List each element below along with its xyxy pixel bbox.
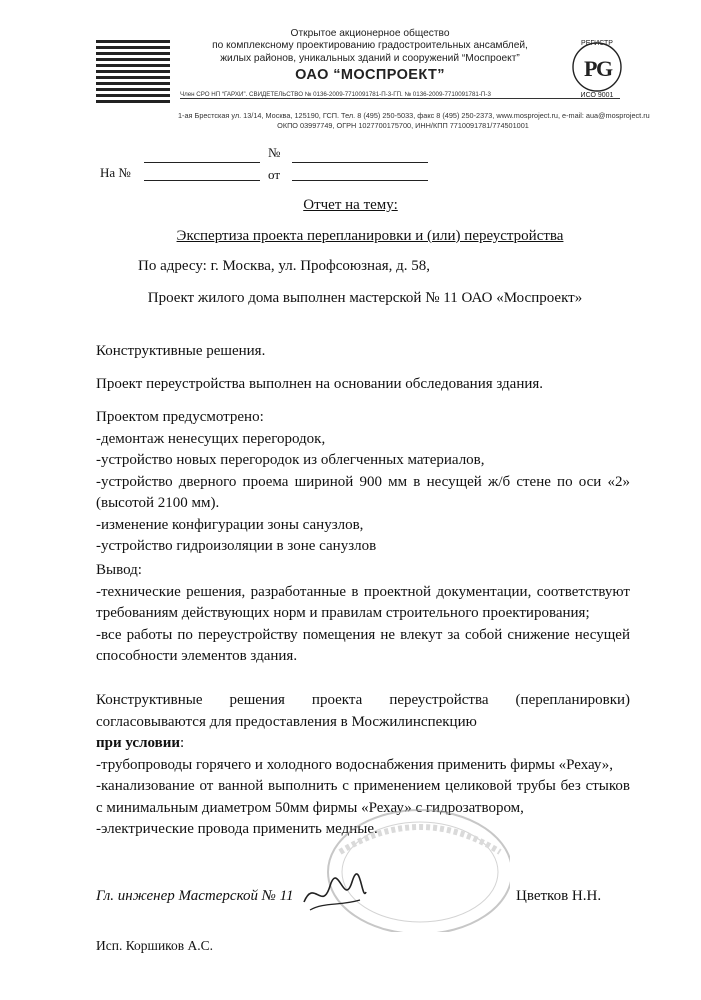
incoming-date-line <box>292 180 428 181</box>
conclusion-list <box>96 560 630 668</box>
letterhead-divider <box>180 98 620 99</box>
list-item: -устройство новых перегородок из облегченных материалов, <box>96 452 485 468</box>
provided-heading: Проектом предусмотрено: <box>96 409 264 425</box>
list-item: -устройство дверного проема шириной 900 мм в несущей ж/б стене по оси «2» (высотой 2100 мм). <box>96 473 630 511</box>
incoming-number-line <box>144 180 260 181</box>
letterhead-organization <box>180 28 560 84</box>
org-line-1: Открытое акционерное общество <box>290 28 450 39</box>
signer-name: Цветков Н.Н. <box>516 888 602 904</box>
mosproekt-logo <box>96 40 170 104</box>
address-line-1: 1-ая Брестская ул. 13/14, Москва, 125190, ГСП. Тел. 8 (495) 250-5033, факс 8 (495) 250-2373, www.mosproject.ru, e-mail: aua@mosproject.ru <box>178 111 650 120</box>
letterhead-address <box>178 111 650 131</box>
svg-text:ИСО 9001: ИСО 9001 <box>580 92 614 98</box>
executor-name: Исп. Коршиков А.С. <box>96 938 214 953</box>
list-item: -изменение конфигурации зоны санузлов, <box>96 516 364 533</box>
reference-number-line <box>292 162 428 163</box>
condition-colon: : <box>180 735 185 751</box>
condition-line <box>96 733 630 755</box>
agreement-text: Конструктивные решения проекта переустройства (перепланировки) согласовываются для предоставления в Мосжилинспекцию <box>96 692 630 730</box>
signer-title: Гл. инженер Мастерской № 11 <box>96 888 294 904</box>
report-title: Отчет на тему: <box>303 197 398 213</box>
condition-label: при условии <box>96 735 181 751</box>
list-item: -электрические провода применить медные. <box>96 821 378 837</box>
certificate-line: Член СРО НП “ГАРХИ”. СВИДЕТЕЛЬСТВО № 0136-2009-7710091781-П-3-ГП. № 0136-2009-7710091781-П-3 <box>180 91 491 98</box>
svg-text:РЕГИСТР: РЕГИСТР <box>581 40 613 47</box>
handwritten-signature <box>300 872 370 918</box>
conclusion-heading: Вывод: <box>96 562 142 578</box>
incoming-date-label: от <box>268 167 281 182</box>
org-name: ОАО “МОСПРОЕКТ” <box>295 67 445 84</box>
provided-list <box>96 407 630 558</box>
list-item: -все работы по переустройству помещения не влекут за собой снижение несущей способности элементов здания. <box>96 626 630 664</box>
report-subject: Экспертиза проекта перепланировки и (или) переустройства <box>176 228 564 244</box>
iso-registry-mark <box>566 36 628 98</box>
org-line-2: по комплексному проектированию градостроительных ансамблей, <box>212 40 528 52</box>
list-item: -устройство гидроизоляции в зоне санузлов <box>96 538 377 554</box>
svg-text:P: P <box>584 56 598 81</box>
svg-text:G: G <box>596 56 614 81</box>
list-item: -канализование от ванной выполнить с применением целиковой трубы без стыков с минимальным диаметром 50мм фирмы «Рехау» с гидрозатвором, <box>96 778 630 816</box>
incoming-number-label: На № <box>100 165 131 180</box>
list-item: -трубопроводы горячего и холодного водоснабжения применить фирмы «Рехау», <box>96 756 614 773</box>
reference-number-label: № <box>268 145 281 160</box>
reference-date-line <box>144 162 260 163</box>
object-address: По адресу: г. Москва, ул. Профсоюзная, д. 58, <box>138 258 431 274</box>
list-item: -демонтаж ненесущих перегородок, <box>96 430 326 447</box>
project-author: Проект жилого дома выполнен мастерской № 11 ОАО «Моспроект» <box>147 290 583 306</box>
address-line-2: ОКПО 03997749, ОГРН 1027700175700, ИНН/КПП 7710091781/774501001 <box>277 121 529 130</box>
org-line-3: жилых районов, уникальных зданий и сооружений “Моспроект” <box>220 52 520 64</box>
list-item: -технические решения, разработанные в проектной документации, соответствуют требованиям действующих норм и правилам строительного проектирования; <box>96 583 630 621</box>
section-heading: Конструктивные решения. <box>96 343 266 359</box>
basis-statement: Проект переустройства выполнен на основании обследования здания. <box>96 376 544 392</box>
